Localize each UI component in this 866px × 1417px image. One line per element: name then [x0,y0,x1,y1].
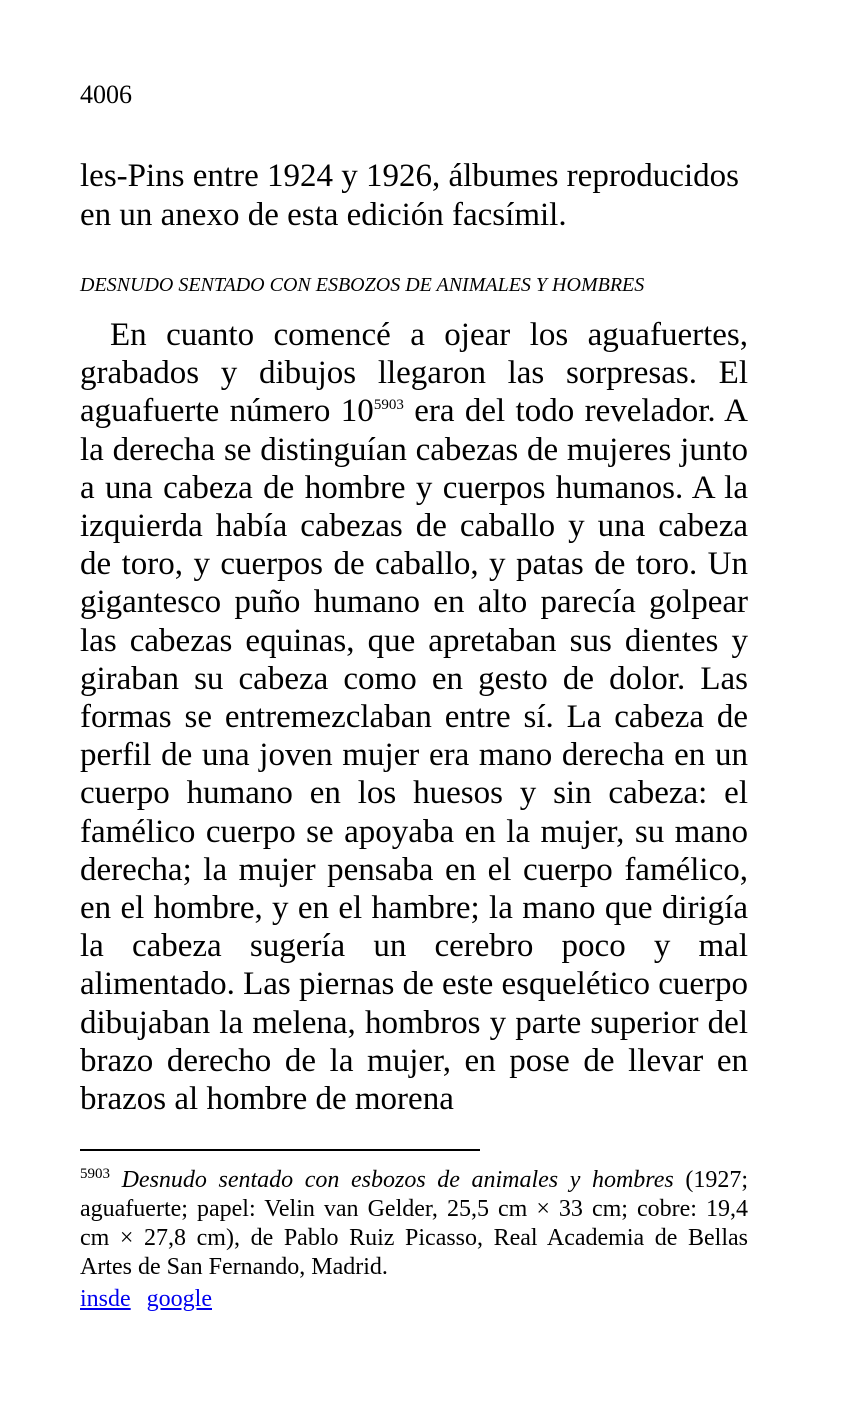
body-paragraph [80,316,748,1118]
footnote-artwork-title: Desnudo sentado con esbozos de animales y hombres [121,1167,674,1193]
footnote-text: (1927; aguafuerte; papel: Velin van Gelder, 25,5 cm × 33 cm; cobre: 19,4 cm × 27,8 cm), de Pablo Ruiz Picasso, Real Academia de Bellas Artes de San Fernando, Madrid. [80,1167,748,1280]
footnote-divider [80,1149,480,1151]
footnote-links [80,1285,228,1314]
insde-link[interactable]: insde [80,1286,131,1312]
footnote-reference-marker[interactable]: 5903 [373,397,404,414]
continuation-paragraph: les-Pins entre 1924 y 1926, álbumes reproducidos en un anexo de esta edición facsímil. [80,158,739,233]
google-link[interactable]: google [146,1286,212,1312]
footnote-marker: 5903 [80,1166,110,1182]
page-number: 4006 [80,80,132,109]
section-heading: DESNUDO SENTADO CON ESBOZOS DE ANIMALES Y HOMBRES [80,274,645,296]
body-text-after-ref: era del todo revelador. A la derecha se distinguían cabezas de mujeres junto a una cabeza de hombre y cuerpos humanos. A la izquierda había cabezas de caballo y una cabeza de toro, y cuerpos de caballo, y patas de toro. Un gigantesco puño humano en alto parecía golpear las cabezas equinas, que apretaban sus dientes y giraban su cabeza como en gesto de dolor. Las formas se entremezclaban entre sí. La cabeza de perfil de una joven mujer era mano derecha en un cuerpo humano en los huesos y sin cabeza: el famélico cuerpo se apoyaba en la mujer, su mano derecha; la mujer pensaba en el cuerpo famélico, en el hombre, y en el hambre; la mano que dirigía la cabeza sugería un cerebro poco y mal alimentado. Las piernas de este esquelético cuerpo dibujaban la melena, hombros y parte superior del brazo derecho de la mujer, en pose de llevar en brazos al hombre de morena [80,393,749,1118]
footnote [80,1166,748,1282]
body-text-before-ref: En cuanto comencé a ojear los aguafuertes, grabados y dibujos llegaron las sorpresas. El aguafuerte número 10 [80,317,748,430]
